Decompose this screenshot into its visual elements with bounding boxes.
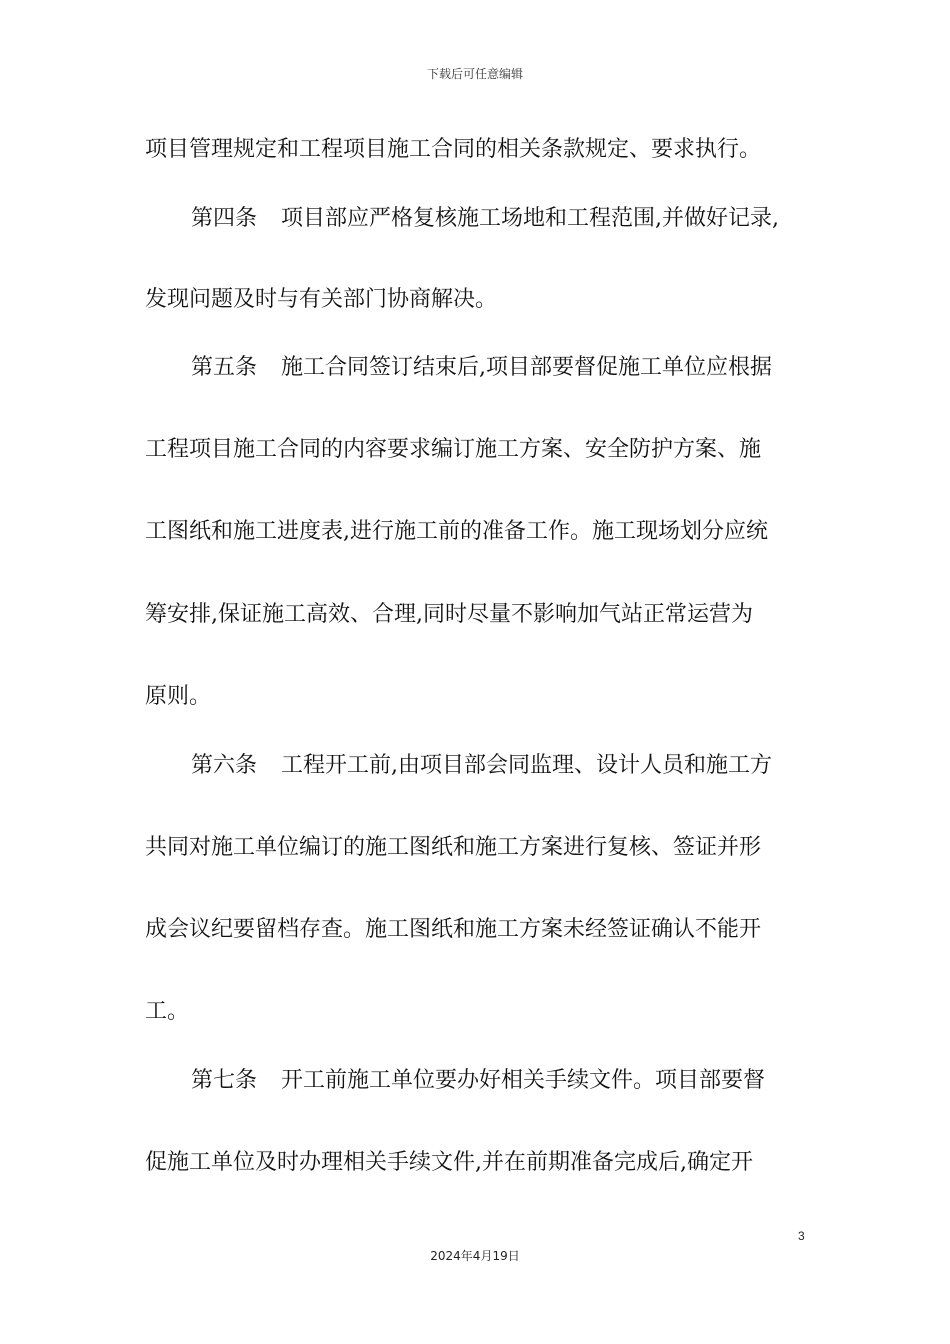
article-line [191, 348, 772, 388]
page-number: 3 [798, 1229, 805, 1243]
text-line [145, 280, 497, 320]
article-number: 第七条 [191, 1068, 258, 1093]
text-line [145, 130, 761, 170]
text-line [145, 677, 211, 717]
article-line [191, 746, 772, 786]
line-text: 开工前施工单位要办好相关手续文件。项目部要督 [281, 1068, 766, 1093]
line-text: 工程项目施工合同的内容要求编订施工方案、安全防护方案、施 [145, 437, 762, 462]
article-number: 第四条 [191, 206, 258, 231]
footer-date: 2024年4月19日 [430, 1249, 520, 1263]
line-text: 发现问题及时与有关部门协商解决。 [145, 287, 498, 312]
line-text: 成会议纪要留档存查。施工图纸和施工方案未经签证确认不能开 [145, 917, 762, 942]
article-number: 第五条 [191, 355, 258, 380]
line-text: 工。 [145, 999, 190, 1024]
line-text: 工程开工前,由项目部会同监理、设计人员和施工方 [281, 753, 773, 778]
line-text: 共同对施工单位编订的施工图纸和施工方案进行复核、签证并形 [145, 835, 762, 860]
text-line [145, 1143, 753, 1183]
text-line [145, 992, 189, 1032]
header-note: 下载后可任意编辑 [426, 67, 523, 81]
line-text: 原则。 [145, 684, 212, 709]
article-line [191, 199, 779, 239]
line-text: 项目管理规定和工程项目施工合同的相关条款规定、要求执行。 [145, 137, 762, 162]
text-line [145, 512, 768, 552]
text-line [145, 828, 761, 868]
line-text: 筹安排,保证施工高效、合理,同时尽量不影响加气站正常运营为 [145, 602, 753, 627]
line-text: 促施工单位及时办理相关手续文件,并在前期准备完成后,确定开 [145, 1150, 753, 1175]
line-text: 项目部应严格复核施工场地和工程范围,并做好记录, [281, 206, 780, 231]
line-text: 施工合同签订结束后,项目部要督促施工单位应根据 [281, 355, 773, 380]
line-text: 工图纸和施工进度表,进行施工前的准备工作。施工现场划分应统 [145, 519, 768, 544]
article-number: 第六条 [191, 753, 258, 778]
text-line [145, 910, 761, 950]
text-line [145, 595, 753, 635]
text-line [145, 430, 761, 470]
article-line [191, 1061, 765, 1101]
